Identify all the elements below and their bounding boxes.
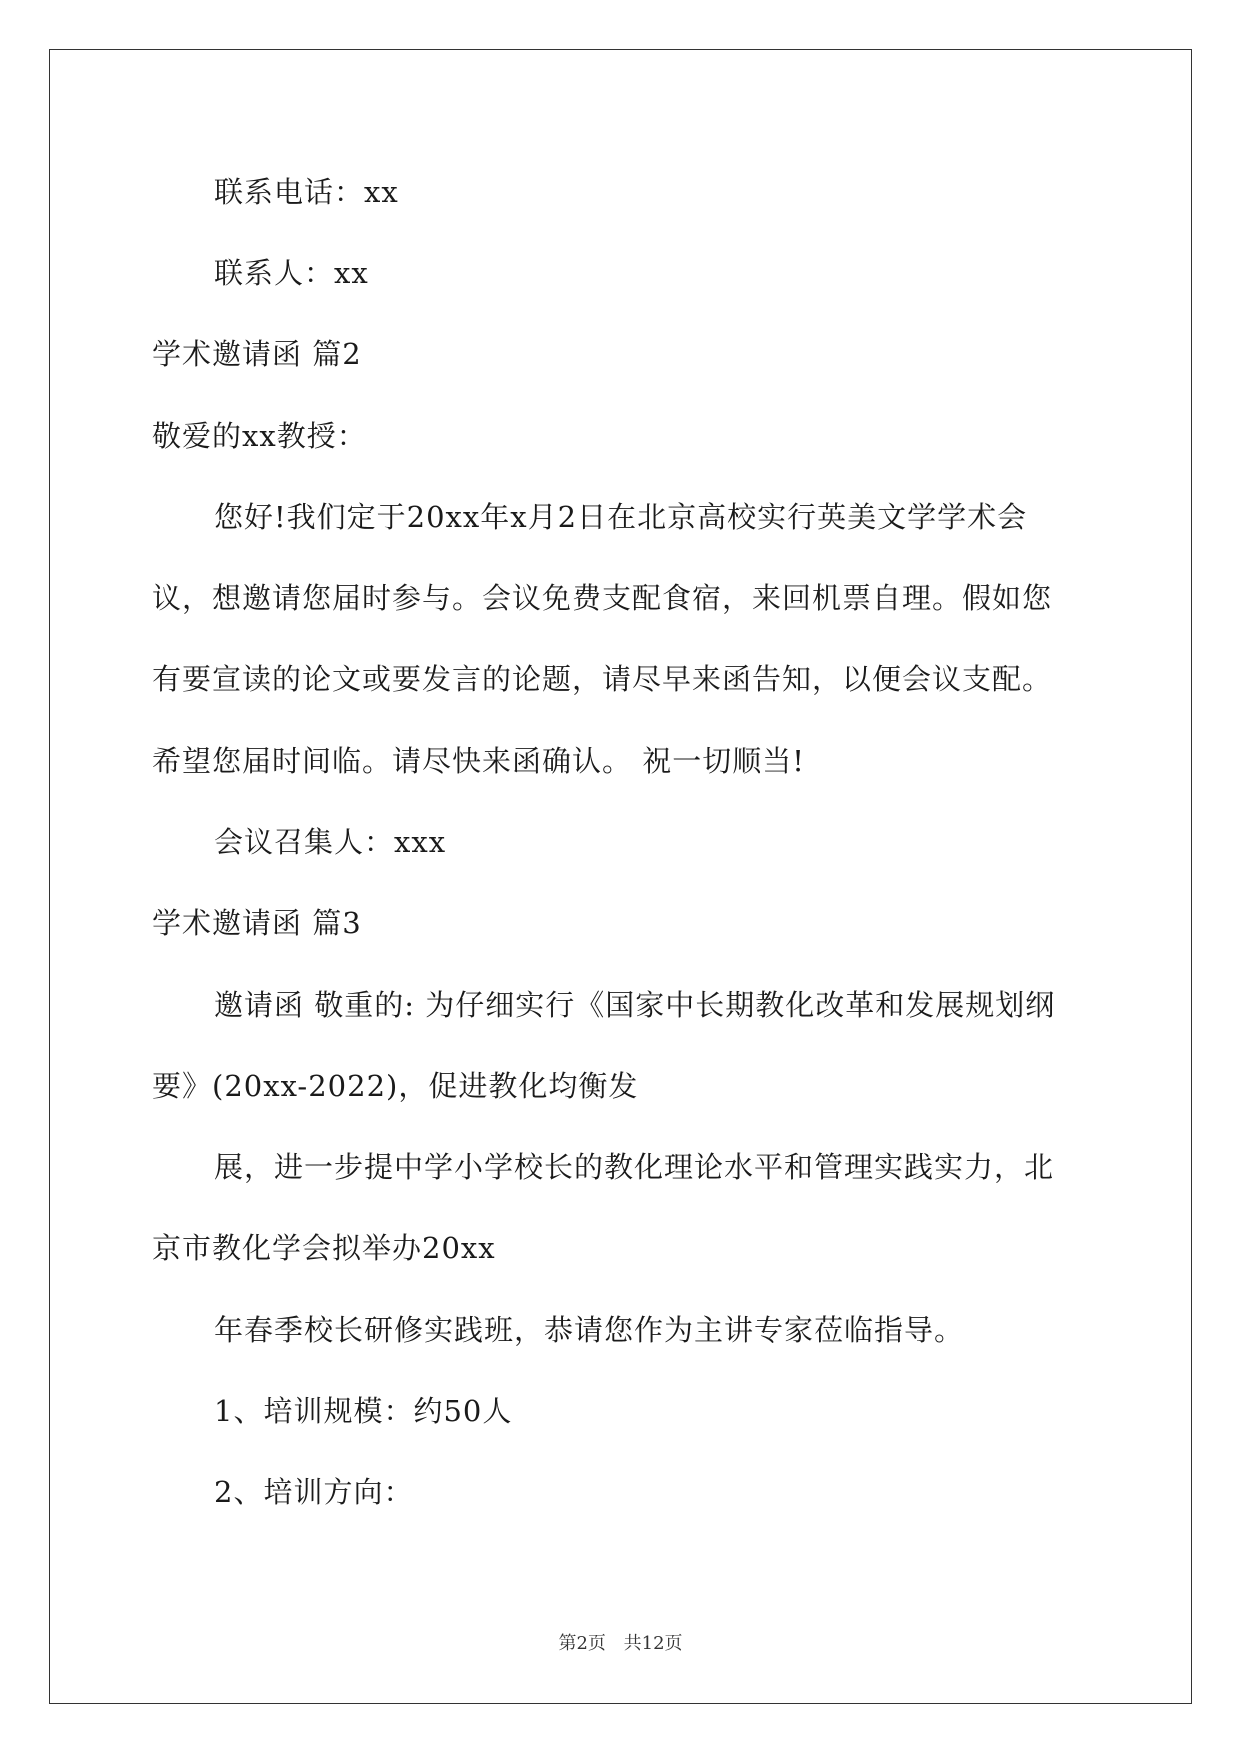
salutation: 敬爱的xx教授：	[152, 419, 367, 453]
paragraph-line: 展，进一步提中学小学校长的教化理论水平和管理实践实力，北	[214, 1150, 1055, 1184]
convener: 会议召集人：xxx	[214, 825, 447, 859]
page-number: 第2页	[558, 1633, 606, 1654]
list-item: 1、培训规模：约50人	[214, 1394, 513, 1428]
paragraph-line: 邀请函 敬重的: 为仔细实行《国家中长期教化改革和发展规划纲	[214, 988, 1056, 1022]
page-border	[49, 49, 1192, 1704]
contact-person: 联系人：xx	[214, 256, 369, 290]
section-heading-2: 学术邀请函 篇2	[152, 337, 362, 371]
list-item: 2、培训方向：	[214, 1475, 414, 1509]
paragraph-line: 议，想邀请您届时参与。会议免费支配食宿，来回机票自理。假如您	[152, 581, 1053, 615]
page-footer	[0, 1629, 1241, 1655]
paragraph-line: 有要宣读的论文或要发言的论题，请尽早来函告知，以便会议支配。	[152, 662, 1053, 696]
paragraph-line: 京市教化学会拟举办20xx	[152, 1231, 496, 1265]
paragraph-line: 年春季校长研修实践班，恭请您作为主讲专家莅临指导。	[214, 1313, 965, 1347]
section-heading-3: 学术邀请函 篇3	[152, 906, 362, 940]
paragraph-line: 您好!我们定于20xx年x月2日在北京高校实行英美文学学术会	[214, 500, 1028, 534]
page-total: 共12页	[623, 1633, 683, 1654]
paragraph-line: 希望您届时间临。请尽快来函确认。 祝一切顺当!	[152, 744, 805, 778]
contact-phone: 联系电话：xx	[214, 175, 399, 209]
paragraph-line: 要》(20xx-2022)，促进教化均衡发	[152, 1069, 639, 1103]
